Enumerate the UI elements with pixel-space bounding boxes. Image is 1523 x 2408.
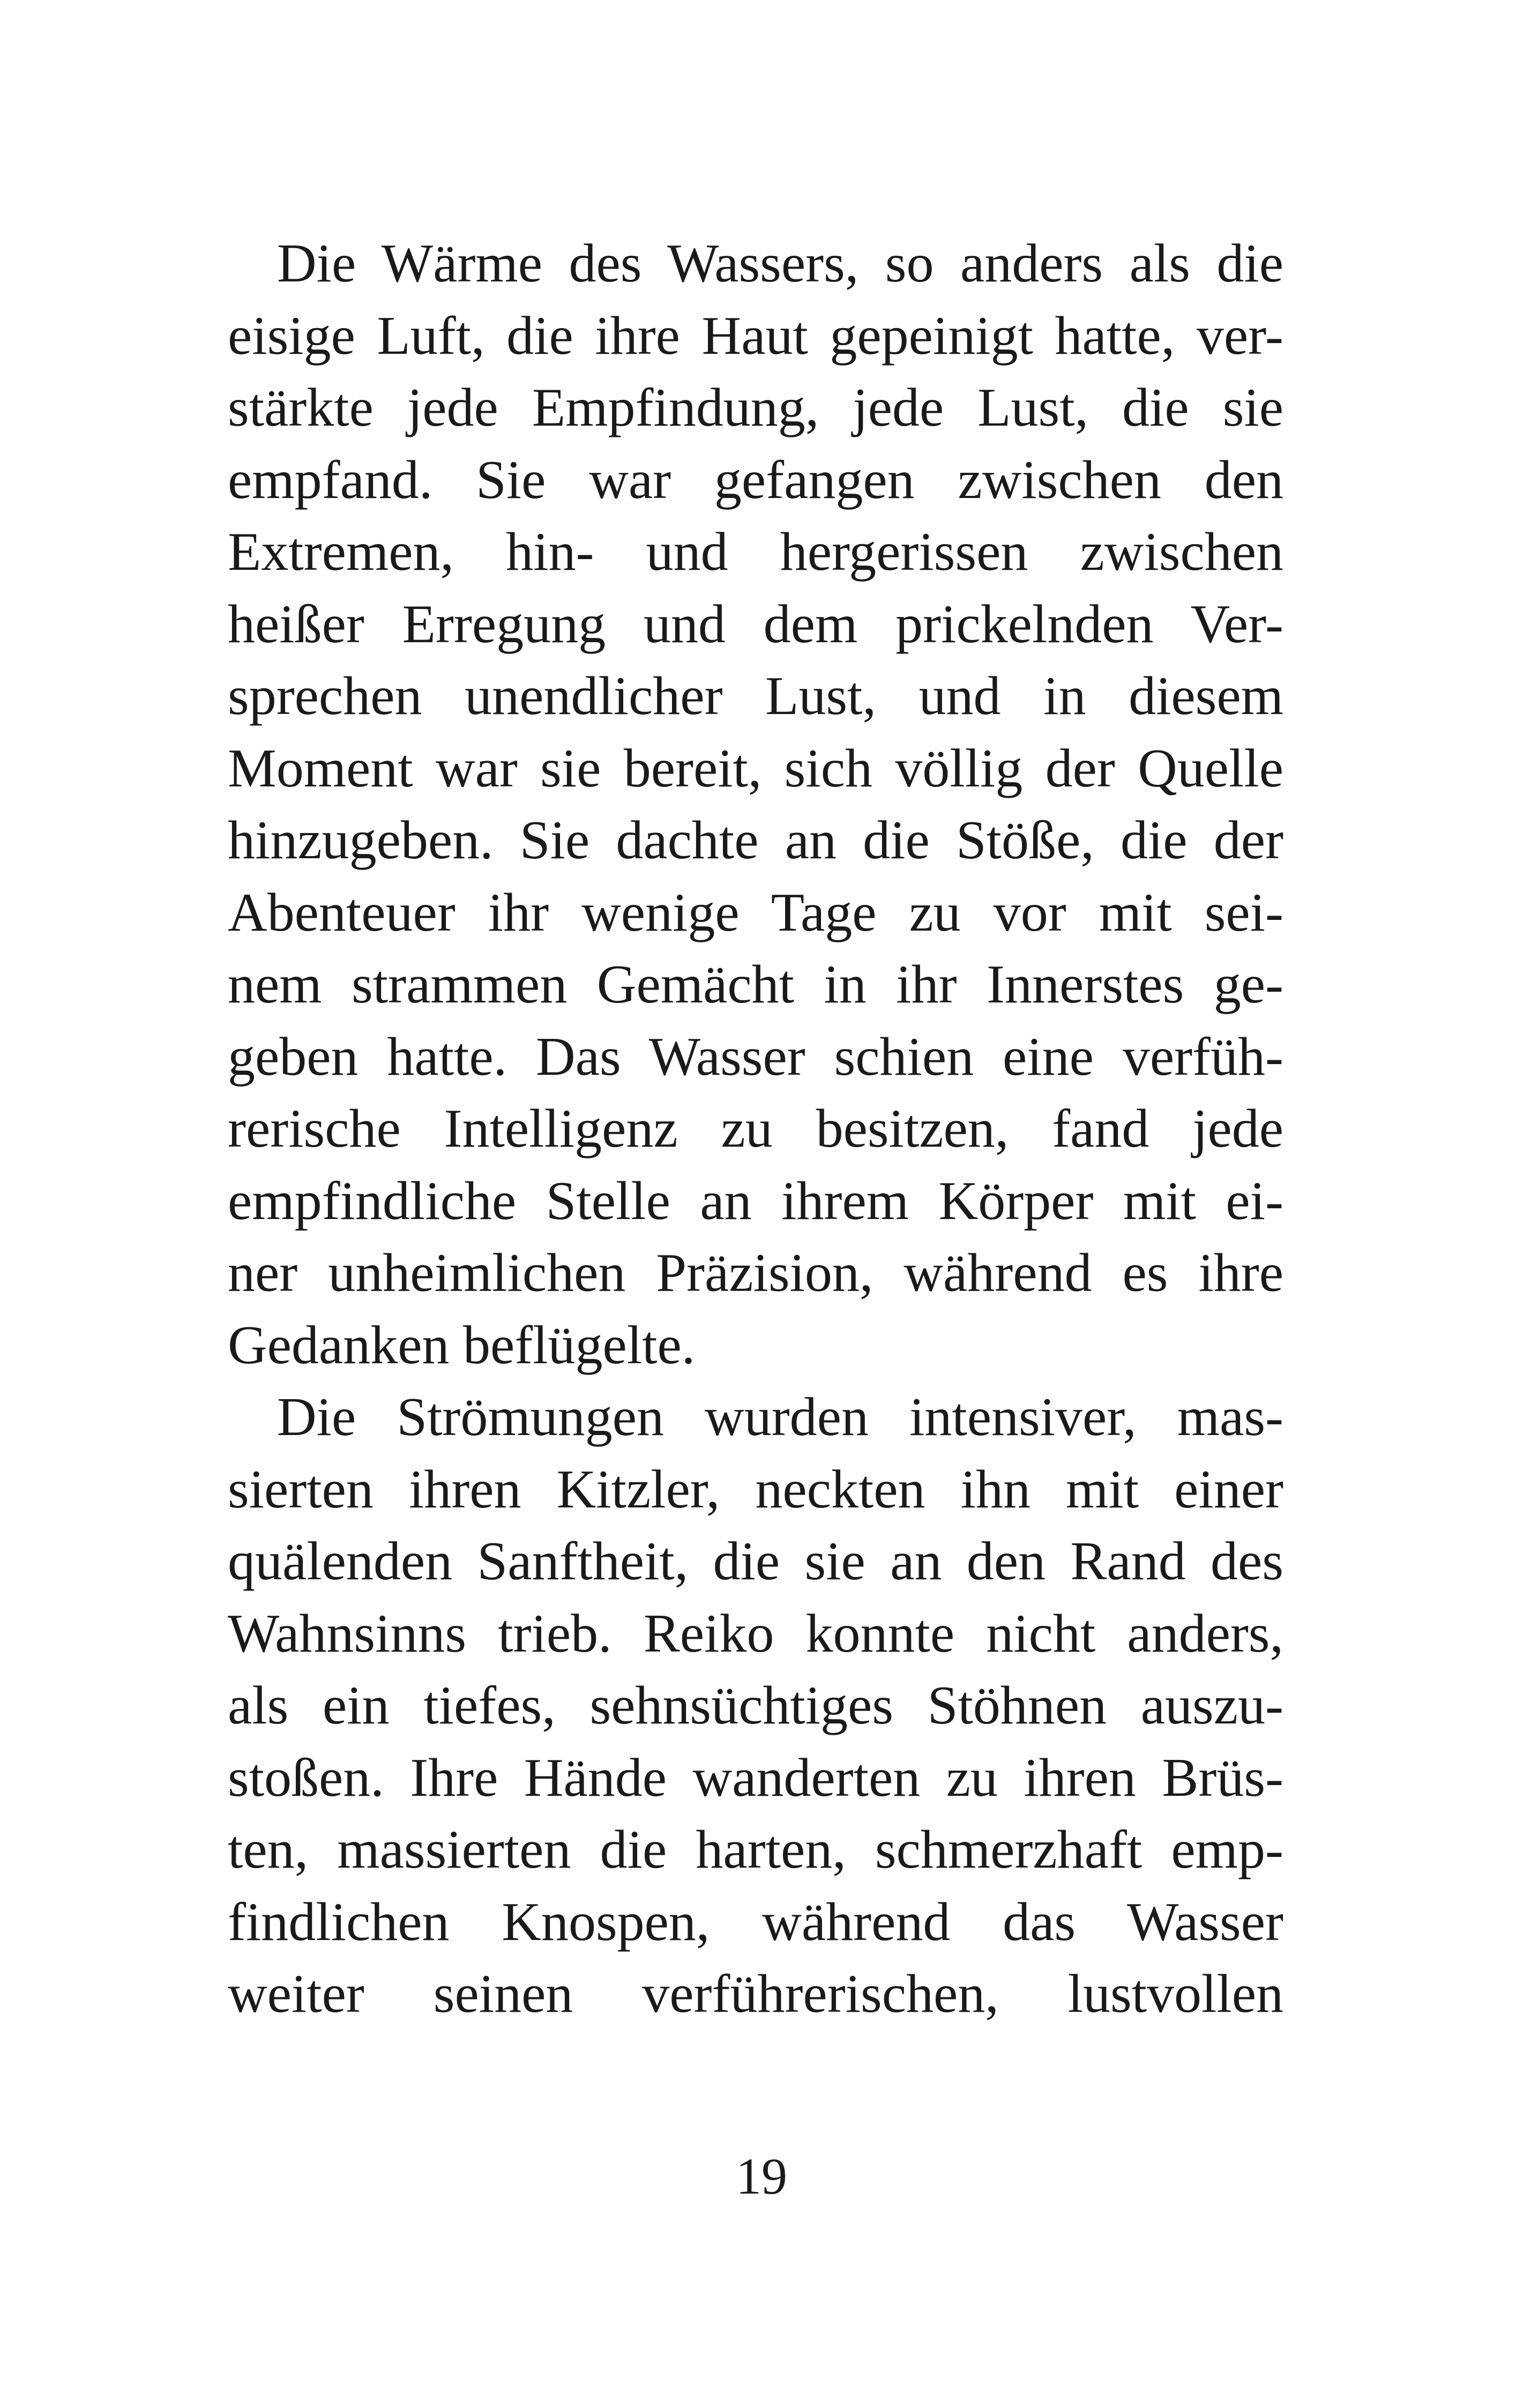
text-line: sierten ihren Kitzler, neckten ihn mit einer — [228, 1459, 1283, 1520]
text-line: stärkte jede Empfindung, jede Lust, die sie — [228, 377, 1283, 438]
text-line: empfindliche Stelle an ihrem Körper mit ei- — [228, 1170, 1283, 1231]
text-line: heißer Erregung und dem prickelnden Ver- — [228, 593, 1283, 655]
text-line: empfand. Sie war gefangen zwischen den — [228, 449, 1283, 510]
text-line: nem strammen Gemächt in ihr Innerstes ge- — [228, 954, 1283, 1015]
text-line: weiter seinen verführerischen, lustvollen — [228, 1964, 1283, 2024]
text-line: ten, massierten die harten, schmerzhaft emp- — [228, 1819, 1283, 1880]
text-line: rerische Intelligenz zu besitzen, fand jede — [228, 1098, 1283, 1159]
text-line: findlichen Knospen, während das Wasser — [228, 1891, 1283, 1952]
text-line: Extremen, hin- und hergerissen zwischen — [228, 522, 1283, 582]
text-line: Die Wärme des Wassers, so anders als die — [277, 233, 1283, 294]
page-number: 19 — [736, 2147, 787, 2205]
text-line: quälenden Sanftheit, die sie an den Rand des — [228, 1531, 1283, 1592]
text-line: hinzugeben. Sie dachte an die Stöße, die der — [228, 810, 1283, 871]
text-line: Die Strömungen wurden intensiver, mas- — [277, 1387, 1283, 1447]
text-line: ner unheimlichen Präzision, während es ihre — [228, 1243, 1283, 1303]
text-line: stoßen. Ihre Hände wanderten zu ihren Brüs- — [228, 1747, 1283, 1808]
text-line: Gedanken beflügelte. — [228, 1314, 696, 1376]
text-line: Abenteuer ihr wenige Tage zu vor mit sei- — [228, 882, 1283, 943]
text-line: Wahnsinns trieb. Reiko konnte nicht anders, — [228, 1603, 1283, 1664]
text-line: eisige Luft, die ihre Haut gepeinigt hatte, ver- — [228, 305, 1283, 366]
text-line: als ein tiefes, sehnsüchtiges Stöhnen auszu- — [228, 1675, 1283, 1736]
text-line: sprechen unendlicher Lust, und in diesem — [228, 666, 1283, 726]
body-text — [228, 228, 1283, 2031]
text-line: geben hatte. Das Wasser schien eine verfüh- — [228, 1026, 1283, 1087]
text-line: Moment war sie bereit, sich völlig der Quelle — [228, 738, 1283, 799]
